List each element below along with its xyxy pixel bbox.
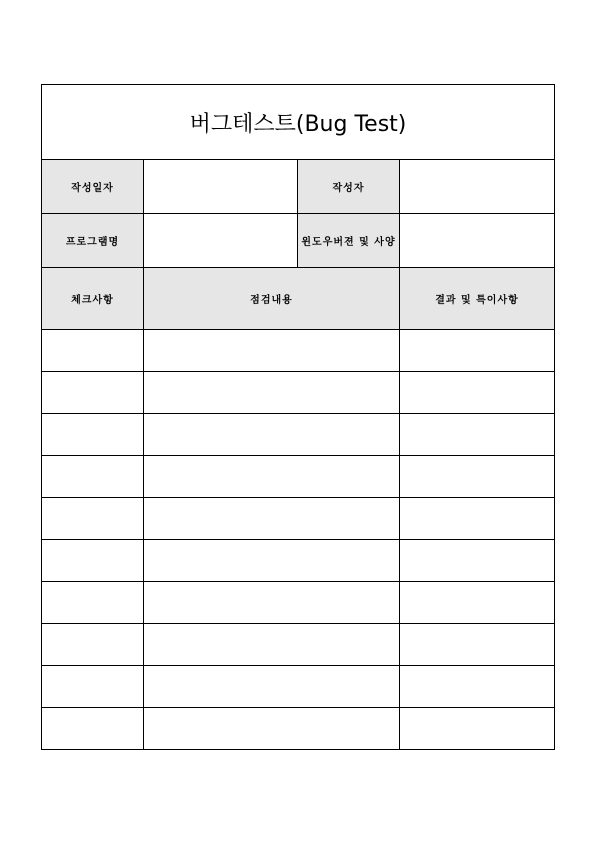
page-title: 버그테스트(Bug Test) [42, 85, 555, 160]
column-header-result: 결과 및 특이사항 [400, 268, 555, 330]
inspection-cell[interactable] [144, 372, 400, 414]
check-item-cell[interactable] [42, 708, 144, 750]
check-item-cell[interactable] [42, 624, 144, 666]
result-cell[interactable] [400, 624, 555, 666]
date-label: 작성일자 [42, 160, 144, 214]
table-row [42, 414, 555, 456]
check-item-cell[interactable] [42, 372, 144, 414]
check-item-cell[interactable] [42, 414, 144, 456]
result-cell[interactable] [400, 666, 555, 708]
date-field[interactable] [144, 160, 298, 214]
author-label: 작성자 [298, 160, 400, 214]
check-item-cell[interactable] [42, 456, 144, 498]
inspection-cell[interactable] [144, 666, 400, 708]
program-field[interactable] [144, 214, 298, 268]
inspection-cell[interactable] [144, 414, 400, 456]
inspection-cell[interactable] [144, 540, 400, 582]
bug-test-form [41, 84, 554, 755]
result-cell[interactable] [400, 456, 555, 498]
check-item-cell[interactable] [42, 666, 144, 708]
table-row [42, 582, 555, 624]
table-row [42, 540, 555, 582]
inspection-cell[interactable] [144, 624, 400, 666]
inspection-cell[interactable] [144, 708, 400, 750]
table-row [42, 456, 555, 498]
check-item-cell[interactable] [42, 582, 144, 624]
inspection-cell[interactable] [144, 582, 400, 624]
result-cell[interactable] [400, 708, 555, 750]
check-item-cell[interactable] [42, 330, 144, 372]
result-cell[interactable] [400, 540, 555, 582]
table-row [42, 372, 555, 414]
os-version-field[interactable] [400, 214, 555, 268]
inspection-cell[interactable] [144, 330, 400, 372]
table-row [42, 624, 555, 666]
column-header-inspection: 점검내용 [144, 268, 400, 330]
column-header-check-item: 체크사항 [42, 268, 144, 330]
os-version-label: 윈도우버젼 및 사양 [298, 214, 400, 268]
result-cell[interactable] [400, 498, 555, 540]
result-cell[interactable] [400, 372, 555, 414]
table-row [42, 330, 555, 372]
table-row [42, 666, 555, 708]
result-cell[interactable] [400, 582, 555, 624]
program-label: 프로그램명 [42, 214, 144, 268]
form-table [41, 84, 555, 750]
inspection-cell[interactable] [144, 498, 400, 540]
result-cell[interactable] [400, 330, 555, 372]
inspection-cell[interactable] [144, 456, 400, 498]
check-item-cell[interactable] [42, 540, 144, 582]
table-row [42, 498, 555, 540]
author-field[interactable] [400, 160, 555, 214]
check-item-cell[interactable] [42, 498, 144, 540]
table-row [42, 708, 555, 750]
result-cell[interactable] [400, 414, 555, 456]
